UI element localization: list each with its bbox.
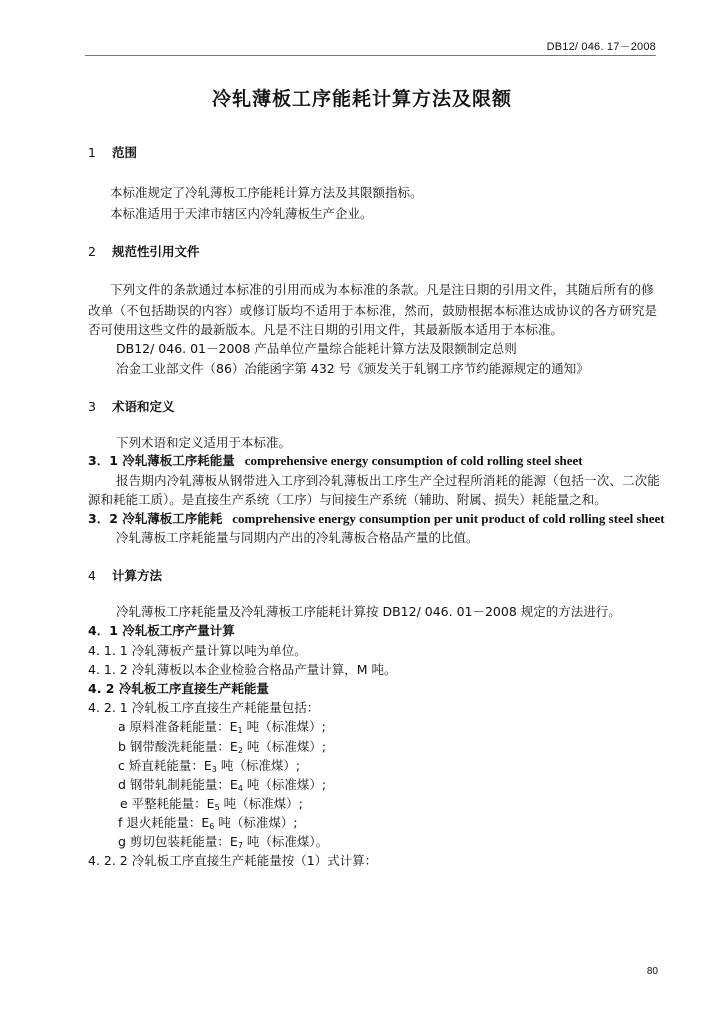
paragraph: 报告期内冷轧薄板从钢带进入工序到冷轧薄板出工序生产全过程所消耗的能源（包括一次、二次能 [116,473,660,488]
clause: 4. 1. 2 冷轧薄板以本企业检验合格品产量计算，M 吨。 [88,662,397,677]
term-3-1 [88,453,583,469]
reference-item: DB12/ 046. 01－2008 产品单位产量综合能耗计算方法及限额制定总则 [116,341,517,356]
energy-item-g: g 剪切包装耗能量：$E_7$ 吨（标准煤）。 [118,834,329,850]
term-cn: 3．2 冷轧薄板工序能耗 [88,511,223,526]
term-3-2 [88,511,665,527]
term-en: comprehensive energy consumption of cold rolling steel sheet [244,453,583,468]
term-cn: 3．1 冷轧薄板工序耗能量 [88,453,235,468]
energy-item-d: d 钢带轧制耗能量：$E_4$ 吨（标准煤）; [118,777,327,793]
standard-code: DB12/ 046. 17－2008 [546,41,656,53]
paragraph: 下列文件的条款通过本标准的引用而成为本标准的条款。凡是注日期的引用文件，其随后所有的修 [110,282,654,297]
section-3-heading [88,399,175,415]
section-number: 2 [88,244,96,259]
paragraph: 下列术语和定义适用于本标准。 [116,435,292,450]
clause: 4. 2. 1 冷轧板工序直接生产耗能量包括： [88,700,320,715]
paragraph: 冷轧薄板工序耗能量与同期内产出的冷轧薄板合格品产量的比值。 [116,530,479,545]
section-title: 范围 [112,145,138,160]
section-number: 3 [88,399,96,414]
section-2-heading [88,244,200,260]
header-rule [85,55,656,56]
section-title: 规范性引用文件 [112,244,200,259]
energy-item-e: e 平整耗能量：$E_5$ 吨（标准煤）; [120,796,303,812]
clause: 4. 2. 2 冷轧板工序直接生产耗能量按（1）式计算： [88,853,378,868]
subsection-4-2-heading: 4. 2 冷轧板工序直接生产耗能量 [88,681,269,696]
term-en: comprehensive energy consumption per unit product of cold rolling steel sheet [232,511,665,526]
energy-item-f: f 退火耗能量：$E_6$ 吨（标准煤）; [118,815,298,831]
paragraph: 本标准规定了冷轧薄板工序能耗计算方法及其限额指标。 [110,185,423,200]
paragraph: 冷轧薄板工序耗能量及冷轧薄板工序能耗计算按 DB12/ 046. 01－2008 规定的方法进行。 [116,604,621,619]
page-number: 80 [646,966,658,977]
section-title: 计算方法 [112,568,163,583]
paragraph: 本标准适用于天津市辖区内冷轧薄板生产企业。 [110,206,373,221]
section-number: 1 [88,145,96,160]
reference-item: 冶金工业部文件（86）冶能函字第 432 号《颁发关于轧钢工序节约能源规定的通知》 [116,361,589,376]
energy-item-c: c 矫直耗能量：$E_3$ 吨（标准煤）; [118,758,301,774]
clause: 4. 1. 1 冷轧薄板产量计算以吨为单位。 [88,643,307,658]
section-number: 4 [88,568,96,583]
paragraph: 否可使用这些文件的最新版本。凡是不注日期的引用文件，其最新版本适用于本标准。 [88,322,564,337]
energy-item-a: a 原料准备耗能量：$E_1$ 吨（标准煤）; [118,719,326,735]
paragraph: 改单（不包括勘误的内容）或修订版均不适用于本标准，然而，鼓励根据本标准达成协议的各方研究是 [88,303,658,318]
section-1-heading [88,145,137,161]
paragraph: 源和耗能工质）。是直接生产系统（工序）与间接生产系统（辅助、附属、损失）耗能量之和。 [88,492,607,507]
section-4-heading [88,568,162,584]
subsection-4-1-heading: 4．1 冷轧板工序产量计算 [88,623,235,638]
page-title: 冷轧薄板工序能耗计算方法及限额 [211,88,512,110]
section-title: 术语和定义 [112,399,175,414]
energy-item-b: b 钢带酸洗耗能量：$E_2$ 吨（标准煤）; [118,739,327,755]
